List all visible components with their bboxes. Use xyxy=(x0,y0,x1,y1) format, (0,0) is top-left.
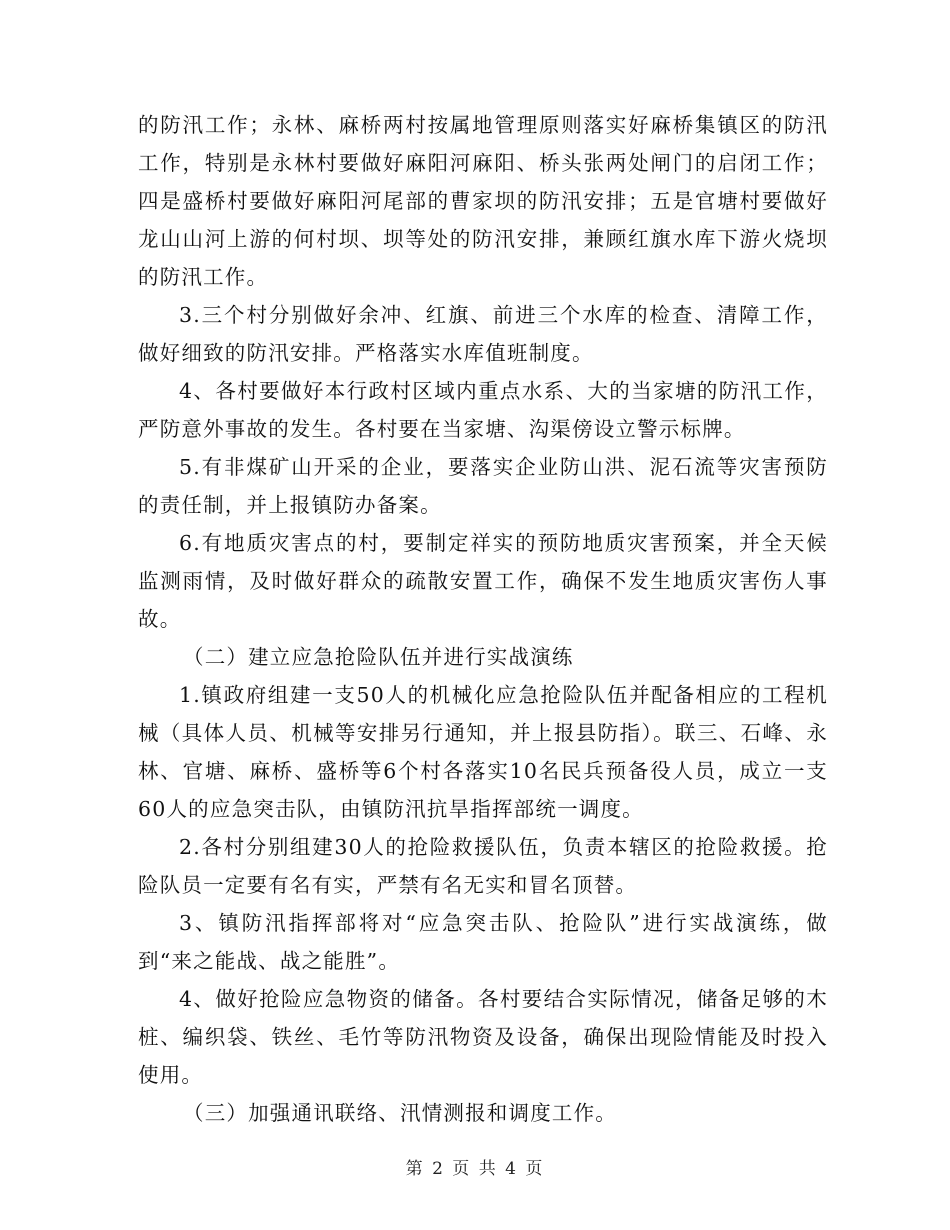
paragraph: 的防汛工作；永林、麻桥两村按属地管理原则落实好麻桥集镇区的防汛工作，特别是永林村要做好麻阳河麻阳、桥头张两处闸门的启闭工作；四是盛桥村要做好麻阳河尾部的曹家坝的防汛安排；五是官塘村要做好龙山山河上游的何村坝、坝等处的防汛安排，兼顾红旗水库下游火烧坝的防汛工作。 xyxy=(138,113,828,289)
paragraph: 3、镇防汛指挥部将对“应急突击队、抢险队”进行实战演练，做到“来之能战、战之能胜”。 xyxy=(138,911,828,973)
paragraph: 3.三个村分别做好余冲、红旗、前进三个水库的检查、清障工作，做好细致的防汛安排。严格落实水库值班制度。 xyxy=(138,303,828,365)
section-heading: （二）建立应急抢险队伍并进行实战演练 xyxy=(183,645,574,669)
paragraph: 1.镇政府组建一支50人的机械化应急抢险队伍并配备相应的工程机械（具体人员、机械等安排另行通知，并上报县防指）。联三、石峰、永林、官塘、麻桥、盛桥等6个村各落实10名民兵预备役人员，成立一支60人的应急突击队，由镇防汛抗旱指挥部统一调度。 xyxy=(138,683,828,821)
document-body xyxy=(138,106,828,1132)
paragraph: 2.各村分别组建30人的抢险救援队伍，负责本辖区的抢险救援。抢险队员一定要有名有实，严禁有名无实和冒名顶替。 xyxy=(138,835,828,897)
paragraph: 6.有地质灾害点的村，要制定祥实的预防地质灾害预案，并全天候监测雨情，及时做好群众的疏散安置工作，确保不发生地质灾害伤人事故。 xyxy=(138,531,828,631)
section-heading: （三）加强通讯联络、汛情测报和调度工作。 xyxy=(183,1101,617,1125)
paragraph: 4、各村要做好本行政村区域内重点水系、大的当家塘的防汛工作，严防意外事故的发生。各村要在当家塘、沟渠傍设立警示标牌。 xyxy=(138,379,828,441)
page-number-footer: 第 2 页 共 4 页 xyxy=(405,1159,545,1179)
paragraph: 4、做好抢险应急物资的储备。各村要结合实际情况，储备足够的木桩、编织袋、铁丝、毛竹等防汛物资及设备，确保出现险情能及时投入使用。 xyxy=(138,987,828,1087)
paragraph: 5.有非煤矿山开采的企业，要落实企业防山洪、泥石流等灾害预防的责任制，并上报镇防办备案。 xyxy=(138,455,828,517)
